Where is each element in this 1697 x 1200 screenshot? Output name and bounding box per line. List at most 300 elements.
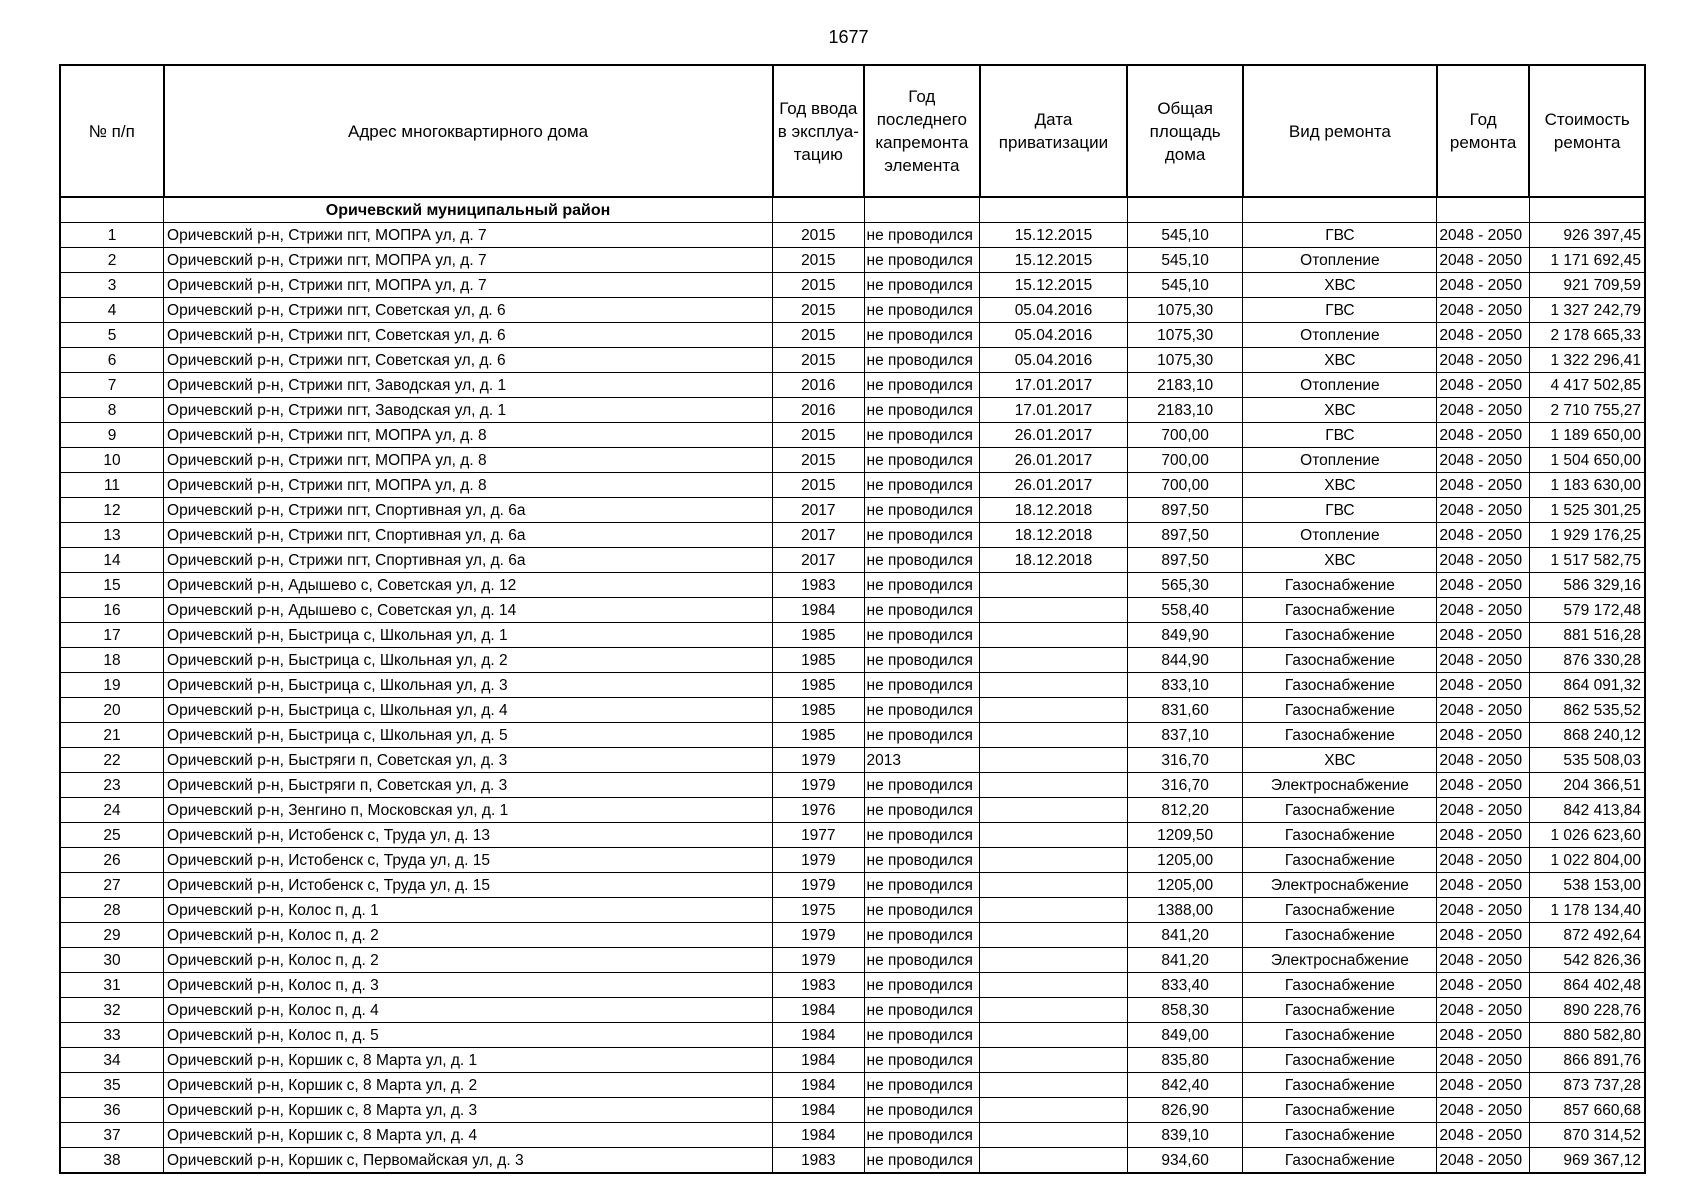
row-last-repair: не проводился [864,323,980,348]
row-repair-kind: Газоснабжение [1243,923,1437,948]
table-row [60,573,1645,598]
row-repair-kind: Электроснабжение [1243,948,1437,973]
row-repair-kind: Отопление [1243,373,1437,398]
row-privatization-date: 15.12.2015 [980,273,1128,298]
row-privatization-date: 17.01.2017 [980,373,1128,398]
row-repair-year: 2048 - 2050 [1437,498,1529,523]
row-num: 18 [60,648,164,673]
table-row [60,273,1645,298]
row-area: 700,00 [1127,423,1243,448]
row-cost: 1 322 296,41 [1529,348,1645,373]
row-area: 831,60 [1127,698,1243,723]
row-last-repair: не проводился [864,823,980,848]
row-last-repair: не проводился [864,673,980,698]
row-repair-kind: Отопление [1243,448,1437,473]
row-cost: 872 492,64 [1529,923,1645,948]
row-address: Оричевский р-н, Стрижи пгт, Спортивная ул, д. 6а [164,498,773,523]
table-row [60,673,1645,698]
row-privatization-date [980,623,1128,648]
empty-cell [1243,197,1437,223]
row-cost: 880 582,80 [1529,1023,1645,1048]
row-cost: 1 517 582,75 [1529,548,1645,573]
table-row [60,623,1645,648]
row-privatization-date [980,823,1128,848]
row-year-built: 2015 [773,273,864,298]
empty-cell [1437,197,1529,223]
row-area: 1205,00 [1127,848,1243,873]
row-area: 545,10 [1127,223,1243,248]
row-num: 23 [60,773,164,798]
row-last-repair: не проводился [864,498,980,523]
row-num: 17 [60,623,164,648]
row-cost: 2 178 665,33 [1529,323,1645,348]
row-num: 26 [60,848,164,873]
row-year-built: 1984 [773,1123,864,1148]
row-privatization-date: 05.04.2016 [980,348,1128,373]
row-year-built: 2017 [773,523,864,548]
row-repair-kind: Отопление [1243,248,1437,273]
row-year-built: 2016 [773,398,864,423]
row-num: 33 [60,1023,164,1048]
row-num: 27 [60,873,164,898]
row-last-repair: не проводился [864,473,980,498]
row-num: 7 [60,373,164,398]
row-cost: 542 826,36 [1529,948,1645,973]
table-row [60,323,1645,348]
row-address: Оричевский р-н, Колос п, д. 3 [164,973,773,998]
row-repair-year: 2048 - 2050 [1437,1098,1529,1123]
row-repair-year: 2048 - 2050 [1437,898,1529,923]
table-row [60,298,1645,323]
row-last-repair: не проводился [864,448,980,473]
empty-cell [1127,197,1243,223]
row-repair-kind: Газоснабжение [1243,798,1437,823]
row-area: 842,40 [1127,1073,1243,1098]
row-num: 29 [60,923,164,948]
row-repair-year: 2048 - 2050 [1437,798,1529,823]
table-row [60,873,1645,898]
row-repair-year: 2048 - 2050 [1437,998,1529,1023]
row-address: Оричевский р-н, Адышево с, Советская ул, д. 14 [164,598,773,623]
row-area: 545,10 [1127,273,1243,298]
row-address: Оричевский р-н, Стрижи пгт, МОПРА ул, д. 7 [164,223,773,248]
row-privatization-date [980,1073,1128,1098]
table-row [60,723,1645,748]
row-last-repair: не проводился [864,1098,980,1123]
row-repair-year: 2048 - 2050 [1437,948,1529,973]
row-cost: 1 026 623,60 [1529,823,1645,848]
row-year-built: 2017 [773,498,864,523]
row-cost: 1 189 650,00 [1529,423,1645,448]
row-area: 1388,00 [1127,898,1243,923]
table-row [60,398,1645,423]
row-privatization-date [980,923,1128,948]
row-cost: 1 929 176,25 [1529,523,1645,548]
row-num: 5 [60,323,164,348]
row-cost: 864 091,32 [1529,673,1645,698]
row-cost: 864 402,48 [1529,973,1645,998]
row-area: 316,70 [1127,748,1243,773]
row-last-repair: не проводился [864,998,980,1023]
row-privatization-date [980,848,1128,873]
row-privatization-date [980,698,1128,723]
row-cost: 1 022 804,00 [1529,848,1645,873]
row-repair-kind: Газоснабжение [1243,673,1437,698]
row-last-repair: не проводился [864,698,980,723]
row-repair-kind: Газоснабжение [1243,598,1437,623]
row-repair-year: 2048 - 2050 [1437,248,1529,273]
row-area: 835,80 [1127,1048,1243,1073]
table-row [60,1023,1645,1048]
row-num: 8 [60,398,164,423]
row-last-repair: не проводился [864,723,980,748]
row-area: 565,30 [1127,573,1243,598]
row-year-built: 1979 [773,873,864,898]
row-year-built: 2015 [773,248,864,273]
row-year-built: 2015 [773,298,864,323]
row-repair-kind: Газоснабжение [1243,573,1437,598]
row-area: 833,40 [1127,973,1243,998]
table-body [60,197,1645,1173]
row-last-repair: не проводился [864,1048,980,1073]
row-address: Оричевский р-н, Стрижи пгт, МОПРА ул, д. 8 [164,473,773,498]
row-address: Оричевский р-н, Быстрица с, Школьная ул, д. 1 [164,623,773,648]
row-repair-year: 2048 - 2050 [1437,448,1529,473]
row-address: Оричевский р-н, Быстрица с, Школьная ул, д. 3 [164,673,773,698]
header-num: № п/п [60,65,164,197]
row-num: 15 [60,573,164,598]
empty-cell [980,197,1128,223]
row-area: 833,10 [1127,673,1243,698]
page-number: 1677 [828,27,869,47]
row-area: 316,70 [1127,773,1243,798]
row-num: 14 [60,548,164,573]
row-num: 2 [60,248,164,273]
row-repair-year: 2048 - 2050 [1437,1123,1529,1148]
row-year-built: 1979 [773,748,864,773]
row-repair-year: 2048 - 2050 [1437,323,1529,348]
row-cost: 1 525 301,25 [1529,498,1645,523]
row-privatization-date [980,948,1128,973]
row-year-built: 2015 [773,423,864,448]
row-repair-year: 2048 - 2050 [1437,373,1529,398]
table-row [60,248,1645,273]
row-cost: 1 504 650,00 [1529,448,1645,473]
row-cost: 204 366,51 [1529,773,1645,798]
table-row [60,598,1645,623]
row-repair-year: 2048 - 2050 [1437,273,1529,298]
row-cost: 842 413,84 [1529,798,1645,823]
row-repair-year: 2048 - 2050 [1437,923,1529,948]
row-privatization-date [980,973,1128,998]
row-repair-year: 2048 - 2050 [1437,848,1529,873]
row-year-built: 1984 [773,598,864,623]
row-area: 844,90 [1127,648,1243,673]
row-num: 6 [60,348,164,373]
row-area: 812,20 [1127,798,1243,823]
row-year-built: 1985 [773,698,864,723]
row-year-built: 2015 [773,448,864,473]
row-address: Оричевский р-н, Коршик с, 8 Марта ул, д. 3 [164,1098,773,1123]
row-address: Оричевский р-н, Стрижи пгт, МОПРА ул, д. 7 [164,248,773,273]
row-cost: 969 367,12 [1529,1148,1645,1174]
row-repair-kind: Газоснабжение [1243,1123,1437,1148]
row-num: 9 [60,423,164,448]
table-row [60,348,1645,373]
row-area: 1075,30 [1127,323,1243,348]
row-num: 31 [60,973,164,998]
row-num: 21 [60,723,164,748]
district-num-cell [60,197,164,223]
header-privatization: Дата приватизации [980,65,1128,197]
row-last-repair: не проводился [864,648,980,673]
table-row [60,223,1645,248]
row-cost: 876 330,28 [1529,648,1645,673]
row-repair-kind: Газоснабжение [1243,723,1437,748]
row-privatization-date: 18.12.2018 [980,548,1128,573]
row-num: 12 [60,498,164,523]
row-num: 35 [60,1073,164,1098]
row-area: 839,10 [1127,1123,1243,1148]
row-area: 2183,10 [1127,398,1243,423]
table-row [60,1148,1645,1174]
header-repair-kind: Вид ремонта [1243,65,1437,197]
row-address: Оричевский р-н, Быстряги п, Советская ул, д. 3 [164,773,773,798]
row-num: 37 [60,1123,164,1148]
row-year-built: 1984 [773,1048,864,1073]
row-repair-year: 2048 - 2050 [1437,1148,1529,1174]
row-privatization-date: 05.04.2016 [980,323,1128,348]
row-address: Оричевский р-н, Стрижи пгт, МОПРА ул, д. 8 [164,423,773,448]
table-row [60,473,1645,498]
row-repair-year: 2048 - 2050 [1437,1048,1529,1073]
row-cost: 870 314,52 [1529,1123,1645,1148]
row-year-built: 2015 [773,473,864,498]
row-num: 22 [60,748,164,773]
table-row [60,1123,1645,1148]
header-last-repair: Год последнего капремонта элемента [864,65,980,197]
row-year-built: 1984 [773,1023,864,1048]
row-last-repair: не проводился [864,898,980,923]
district-row [60,197,1645,223]
table-row [60,948,1645,973]
row-address: Оричевский р-н, Быстряги п, Советская ул, д. 3 [164,748,773,773]
header-address: Адрес многоквартирного дома [164,65,773,197]
row-num: 19 [60,673,164,698]
row-privatization-date [980,1023,1128,1048]
row-area: 897,50 [1127,498,1243,523]
row-repair-year: 2048 - 2050 [1437,473,1529,498]
row-num: 4 [60,298,164,323]
row-repair-year: 2048 - 2050 [1437,773,1529,798]
row-address: Оричевский р-н, Коршик с, 8 Марта ул, д. 2 [164,1073,773,1098]
row-repair-kind: Газоснабжение [1243,1073,1437,1098]
row-cost: 1 178 134,40 [1529,898,1645,923]
row-area: 1209,50 [1127,823,1243,848]
row-last-repair: не проводился [864,298,980,323]
row-repair-kind: Газоснабжение [1243,623,1437,648]
row-address: Оричевский р-н, Колос п, д. 4 [164,998,773,1023]
row-last-repair: не проводился [864,848,980,873]
table-row [60,748,1645,773]
row-address: Оричевский р-н, Истобенск с, Труда ул, д. 13 [164,823,773,848]
row-year-built: 1977 [773,823,864,848]
row-repair-kind: ГВС [1243,423,1437,448]
row-num: 30 [60,948,164,973]
row-cost: 868 240,12 [1529,723,1645,748]
row-repair-year: 2048 - 2050 [1437,823,1529,848]
table-row [60,1073,1645,1098]
row-num: 34 [60,1048,164,1073]
row-repair-kind: ХВС [1243,748,1437,773]
row-area: 826,90 [1127,1098,1243,1123]
row-repair-year: 2048 - 2050 [1437,398,1529,423]
row-privatization-date [980,873,1128,898]
row-cost: 1 183 630,00 [1529,473,1645,498]
row-repair-kind: ХВС [1243,548,1437,573]
row-year-built: 1975 [773,898,864,923]
row-address: Оричевский р-н, Адышево с, Советская ул, д. 12 [164,573,773,598]
row-privatization-date: 18.12.2018 [980,498,1128,523]
table-row [60,448,1645,473]
row-repair-year: 2048 - 2050 [1437,523,1529,548]
row-cost: 2 710 755,27 [1529,398,1645,423]
table-row [60,498,1645,523]
row-num: 3 [60,273,164,298]
row-year-built: 1984 [773,998,864,1023]
row-cost: 535 508,03 [1529,748,1645,773]
row-privatization-date [980,1123,1128,1148]
row-address: Оричевский р-н, Колос п, д. 2 [164,948,773,973]
row-address: Оричевский р-н, Коршик с, Первомайская ул, д. 3 [164,1148,773,1174]
row-last-repair: 2013 [864,748,980,773]
row-repair-kind: ГВС [1243,298,1437,323]
table-row [60,898,1645,923]
row-privatization-date [980,798,1128,823]
row-repair-year: 2048 - 2050 [1437,748,1529,773]
row-repair-year: 2048 - 2050 [1437,1023,1529,1048]
row-privatization-date [980,1148,1128,1174]
row-repair-kind: Газоснабжение [1243,998,1437,1023]
district-title: Оричевский муниципальный район [164,197,773,223]
row-address: Оричевский р-н, Стрижи пгт, Советская ул, д. 6 [164,323,773,348]
row-area: 558,40 [1127,598,1243,623]
row-repair-kind: Отопление [1243,323,1437,348]
row-repair-year: 2048 - 2050 [1437,573,1529,598]
row-cost: 926 397,45 [1529,223,1645,248]
row-repair-kind: Газоснабжение [1243,648,1437,673]
row-privatization-date: 26.01.2017 [980,473,1128,498]
row-privatization-date [980,673,1128,698]
row-repair-year: 2048 - 2050 [1437,873,1529,898]
row-area: 858,30 [1127,998,1243,1023]
row-address: Оричевский р-н, Колос п, д. 2 [164,923,773,948]
row-repair-kind: ХВС [1243,473,1437,498]
row-privatization-date: 26.01.2017 [980,448,1128,473]
table-row [60,848,1645,873]
row-year-built: 2015 [773,348,864,373]
row-num: 10 [60,448,164,473]
row-repair-year: 2048 - 2050 [1437,548,1529,573]
row-address: Оричевский р-н, Зенгино п, Московская ул, д. 1 [164,798,773,823]
table-row [60,998,1645,1023]
row-last-repair: не проводился [864,398,980,423]
row-last-repair: не проводился [864,1148,980,1174]
row-last-repair: не проводился [864,248,980,273]
row-area: 934,60 [1127,1148,1243,1174]
row-privatization-date [980,998,1128,1023]
row-last-repair: не проводился [864,773,980,798]
table-row [60,1098,1645,1123]
row-cost: 586 329,16 [1529,573,1645,598]
row-last-repair: не проводился [864,348,980,373]
table-row [60,648,1645,673]
row-repair-year: 2048 - 2050 [1437,698,1529,723]
row-repair-kind: Газоснабжение [1243,1023,1437,1048]
row-area: 841,20 [1127,948,1243,973]
row-cost: 538 153,00 [1529,873,1645,898]
row-repair-kind: Электроснабжение [1243,773,1437,798]
row-num: 11 [60,473,164,498]
row-num: 1 [60,223,164,248]
row-last-repair: не проводился [864,948,980,973]
row-cost: 873 737,28 [1529,1073,1645,1098]
row-address: Оричевский р-н, Стрижи пгт, Заводская ул, д. 1 [164,398,773,423]
row-repair-kind: Электроснабжение [1243,873,1437,898]
row-area: 1075,30 [1127,348,1243,373]
row-cost: 862 535,52 [1529,698,1645,723]
row-year-built: 2015 [773,223,864,248]
row-last-repair: не проводился [864,1123,980,1148]
row-area: 837,10 [1127,723,1243,748]
row-cost: 866 891,76 [1529,1048,1645,1073]
row-repair-kind: ГВС [1243,498,1437,523]
row-area: 700,00 [1127,473,1243,498]
row-cost: 857 660,68 [1529,1098,1645,1123]
row-cost: 1 327 242,79 [1529,298,1645,323]
row-repair-kind: ГВС [1243,223,1437,248]
row-num: 28 [60,898,164,923]
header-cost: Стоимость ремонта [1529,65,1645,197]
row-address: Оричевский р-н, Стрижи пгт, Заводская ул, д. 1 [164,373,773,398]
table-row [60,1048,1645,1073]
row-num: 36 [60,1098,164,1123]
row-num: 16 [60,598,164,623]
empty-cell [864,197,980,223]
row-year-built: 1985 [773,623,864,648]
table-row [60,523,1645,548]
row-area: 1205,00 [1127,873,1243,898]
row-year-built: 1979 [773,773,864,798]
header-year-built: Год ввода в эксплуа-тацию [773,65,864,197]
row-last-repair: не проводился [864,923,980,948]
row-num: 25 [60,823,164,848]
row-year-built: 1984 [773,1073,864,1098]
row-year-built: 1985 [773,673,864,698]
table-row [60,698,1645,723]
row-repair-kind: Газоснабжение [1243,973,1437,998]
row-privatization-date [980,898,1128,923]
row-cost: 579 172,48 [1529,598,1645,623]
row-year-built: 1979 [773,923,864,948]
row-address: Оричевский р-н, Истобенск с, Труда ул, д. 15 [164,873,773,898]
row-last-repair: не проводился [864,273,980,298]
empty-cell [1529,197,1645,223]
row-year-built: 2015 [773,323,864,348]
row-area: 897,50 [1127,548,1243,573]
row-repair-kind: Газоснабжение [1243,823,1437,848]
row-address: Оричевский р-н, Колос п, д. 1 [164,898,773,923]
